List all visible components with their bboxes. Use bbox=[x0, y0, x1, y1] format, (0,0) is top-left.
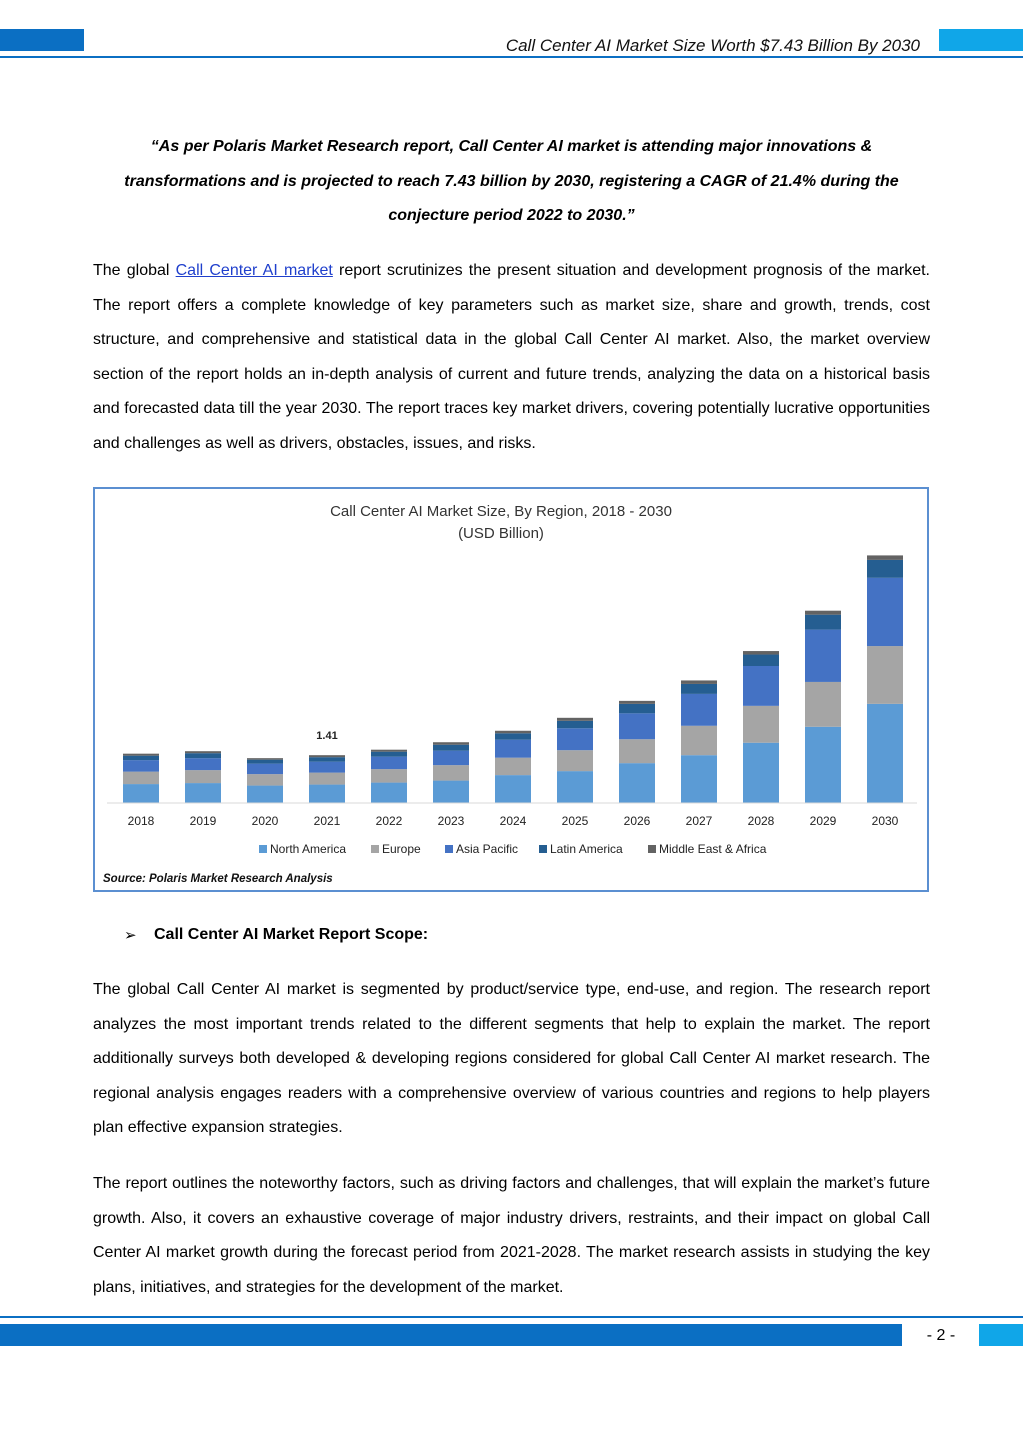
footer-accent-right bbox=[979, 1324, 1023, 1346]
intro-paragraph bbox=[93, 254, 930, 462]
bar-2030-asia-pacific bbox=[867, 578, 903, 646]
bar-2026-europe bbox=[619, 739, 655, 763]
bar-2018-latin-america bbox=[123, 756, 159, 760]
bar-2018-middle-east-africa bbox=[123, 754, 159, 756]
bar-2018-north-america bbox=[123, 784, 159, 803]
bar-2022-asia-pacific bbox=[371, 757, 407, 769]
bar-2023-asia-pacific bbox=[433, 751, 469, 765]
bar-2025-europe bbox=[557, 750, 593, 771]
bar-group bbox=[123, 555, 903, 803]
bar-2023-middle-east-africa bbox=[433, 742, 469, 744]
x-tick-2020: 2020 bbox=[251, 814, 279, 828]
legend bbox=[259, 842, 767, 856]
bar-2027-north-america bbox=[681, 755, 717, 803]
bar-2028-asia-pacific bbox=[743, 666, 779, 706]
bar-2026-asia-pacific bbox=[619, 713, 655, 739]
bar-2030-north-america bbox=[867, 704, 903, 803]
bar-2024-asia-pacific bbox=[495, 740, 531, 758]
chart-title: Call Center AI Market Size, By Region, 2018 - 2030 bbox=[330, 503, 672, 520]
bar-2019-middle-east-africa bbox=[185, 751, 221, 753]
bar-2027-middle-east-africa bbox=[681, 680, 717, 683]
header-rule bbox=[0, 56, 1023, 58]
bar-2023-europe bbox=[433, 765, 469, 780]
bar-2025-latin-america bbox=[557, 721, 593, 728]
legend-swatch-europe bbox=[371, 845, 379, 853]
bullet-arrow-icon: ➢ bbox=[124, 927, 137, 944]
bar-2019-north-america bbox=[185, 783, 221, 803]
chart-frame bbox=[93, 487, 929, 892]
bar-2029-europe bbox=[805, 682, 841, 727]
bar-2029-north-america bbox=[805, 727, 841, 803]
footer-rule bbox=[0, 1316, 1023, 1318]
bar-2028-europe bbox=[743, 706, 779, 743]
bar-2030-middle-east-africa bbox=[867, 555, 903, 559]
bar-2021-asia-pacific bbox=[309, 762, 345, 773]
x-tick-group bbox=[128, 814, 899, 828]
outlook-paragraph: The report outlines the noteworthy factors, such as driving factors and challenges, that will explain the market’s future growth. Also, it covers an exhaustive coverage of major industry drivers, restraints, and their impact on global Call Center AI market growth during the forecast period from 2021-2028. The market research assists in studying the key plans, initiatives, and strategies for the development of the market. bbox=[93, 1175, 930, 1296]
chart-subtitle: (USD Billion) bbox=[458, 525, 544, 542]
x-tick-2028: 2028 bbox=[747, 814, 775, 828]
bar-2025-middle-east-africa bbox=[557, 718, 593, 721]
x-tick-2030: 2030 bbox=[871, 814, 899, 828]
bar-2020-latin-america bbox=[247, 760, 283, 764]
scope-heading: Call Center AI Market Report Scope: bbox=[154, 926, 429, 943]
x-tick-2024: 2024 bbox=[499, 814, 527, 828]
bar-2029-asia-pacific bbox=[805, 630, 841, 682]
bar-2021-latin-america bbox=[309, 757, 345, 761]
bar-2019-latin-america bbox=[185, 753, 221, 758]
legend-swatch-latin-america bbox=[539, 845, 547, 853]
x-tick-2022: 2022 bbox=[375, 814, 403, 828]
bar-2029-middle-east-africa bbox=[805, 611, 841, 615]
segmentation-paragraph: The global Call Center AI market is segmented by product/service type, end-use, and region. The research report analyzes the most important trends related to the different segments that help to explain the market. The report additionally surveys both developed & developing regions considered for global Call Center AI market research. The regional analysis engages readers with a comprehensive overview of various countries and regions to help players plan effective expansion strategies. bbox=[93, 981, 930, 1137]
bar-2022-north-america bbox=[371, 783, 407, 803]
bar-2024-middle-east-africa bbox=[495, 731, 531, 733]
bar-2030-latin-america bbox=[867, 560, 903, 578]
bar-2028-latin-america bbox=[743, 655, 779, 666]
legend-swatch-north-america bbox=[259, 845, 267, 853]
bar-2029-latin-america bbox=[805, 615, 841, 630]
header-accent-right bbox=[939, 29, 1023, 51]
bar-2018-asia-pacific bbox=[123, 760, 159, 771]
legend-label-latin-america: Latin America bbox=[550, 842, 623, 856]
market-size-chart bbox=[95, 489, 927, 890]
intro-rest: report scrutinizes the present situation and development prognosis of the market. The report offers a complete knowledge of key parameters such as market size, share and growth, trends, cost structure, and comprehensive and statistical data in the global Call Center AI market. Also, the market overview section of the report holds an in-depth analysis of current and future trends, analyzing the data on a historical basis and forecasted data till the year 2030. The report traces key market drivers, covering potentially lucrative opportunities and challenges as well as drivers, obstacles, issues, and risks. bbox=[93, 262, 930, 452]
legend-swatch-middle-east-africa bbox=[648, 845, 656, 853]
bar-2027-europe bbox=[681, 726, 717, 755]
x-tick-2021: 2021 bbox=[313, 814, 341, 828]
data-label-group bbox=[316, 730, 337, 742]
header-accent-left bbox=[0, 29, 84, 51]
data-label-2021: 1.41 bbox=[316, 730, 338, 743]
x-tick-2018: 2018 bbox=[127, 814, 155, 828]
legend-label-north-america: North America bbox=[270, 842, 347, 856]
bar-2024-latin-america bbox=[495, 733, 531, 739]
x-tick-2026: 2026 bbox=[623, 814, 651, 828]
page-number: - 2 - bbox=[926, 1327, 956, 1344]
bar-2026-middle-east-africa bbox=[619, 701, 655, 704]
bar-2021-north-america bbox=[309, 785, 345, 803]
header-title: Call Center AI Market Size Worth $7.43 Billion By 2030 bbox=[505, 36, 920, 55]
intro-lead: The global bbox=[93, 262, 176, 279]
x-tick-2029: 2029 bbox=[809, 814, 837, 828]
market-report-link[interactable]: Call Center AI market bbox=[175, 262, 333, 279]
bar-2018-europe bbox=[123, 772, 159, 784]
bar-2019-asia-pacific bbox=[185, 758, 221, 770]
highlight-quote: “As per Polaris Market Research report, Call Center AI market is attending major innovations & transformations and is projected to reach 7.43 billion by 2030, registering a CAGR of 21.4% during the conjecture period 2022 to 2030.” bbox=[124, 138, 899, 224]
bar-2028-middle-east-africa bbox=[743, 651, 779, 654]
x-tick-2025: 2025 bbox=[561, 814, 589, 828]
x-tick-2027: 2027 bbox=[685, 814, 713, 828]
bar-2028-north-america bbox=[743, 743, 779, 803]
bar-2020-middle-east-africa bbox=[247, 758, 283, 759]
bar-2025-asia-pacific bbox=[557, 728, 593, 750]
bar-2022-latin-america bbox=[371, 752, 407, 757]
legend-swatch-asia-pacific bbox=[445, 845, 453, 853]
bar-2026-latin-america bbox=[619, 704, 655, 713]
chart-source: Source: Polaris Market Research Analysis bbox=[103, 873, 333, 885]
bar-2027-latin-america bbox=[681, 684, 717, 694]
bar-2022-middle-east-africa bbox=[371, 750, 407, 752]
bar-2021-middle-east-africa bbox=[309, 755, 345, 757]
bar-2026-north-america bbox=[619, 763, 655, 803]
bar-2025-north-america bbox=[557, 771, 593, 803]
bar-2023-latin-america bbox=[433, 745, 469, 751]
footer-bar bbox=[0, 1324, 902, 1346]
legend-label-asia-pacific: Asia Pacific bbox=[456, 842, 519, 856]
x-tick-2019: 2019 bbox=[189, 814, 217, 828]
bar-2020-asia-pacific bbox=[247, 764, 283, 774]
bar-2021-europe bbox=[309, 773, 345, 785]
bar-2030-europe bbox=[867, 646, 903, 704]
bar-2022-europe bbox=[371, 769, 407, 782]
x-tick-2023: 2023 bbox=[437, 814, 465, 828]
bar-2024-north-america bbox=[495, 775, 531, 803]
bar-2027-asia-pacific bbox=[681, 694, 717, 726]
legend-label-middle-east-africa: Middle East & Africa bbox=[659, 842, 767, 856]
bar-2024-europe bbox=[495, 758, 531, 775]
bar-2020-north-america bbox=[247, 786, 283, 803]
legend-label-europe: Europe bbox=[382, 842, 421, 856]
bar-2019-europe bbox=[185, 770, 221, 783]
bar-2020-europe bbox=[247, 774, 283, 785]
bar-2023-north-america bbox=[433, 781, 469, 803]
